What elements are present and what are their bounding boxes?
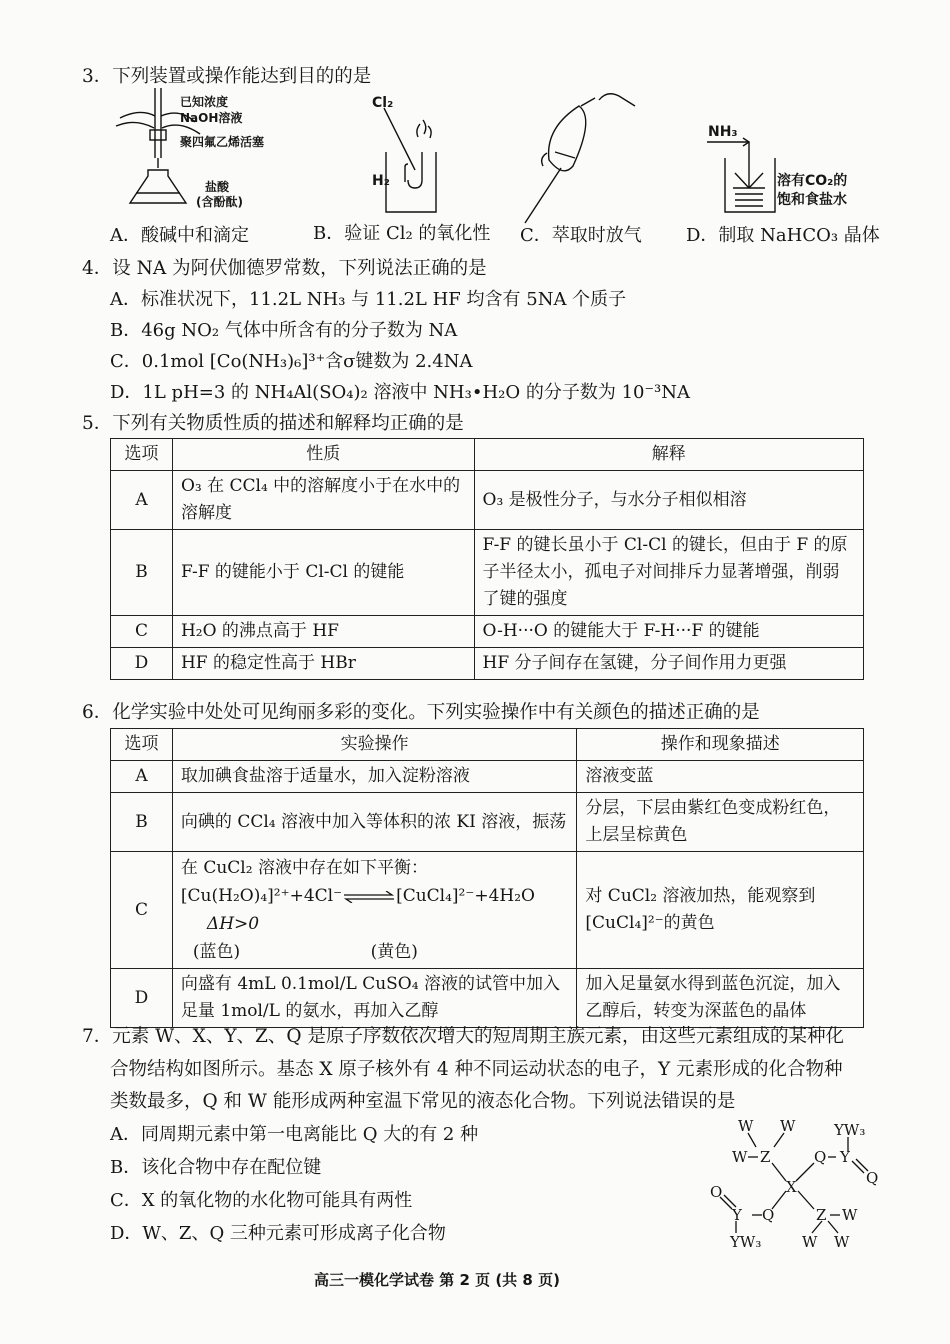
table-row [111,648,864,680]
row-option: B [111,793,173,852]
header-option: 选项 [111,439,173,471]
atom-yw3: YW₃ [730,1233,762,1251]
q7-stem-line-2: 合物结构如图所示。基态 X 原子核外有 4 种不同运动状态的电子，Y 元素形成的化合物种 [110,1059,843,1080]
q7-option-a: A．同周期元素中第一电离能比 Q 大的有 2 种 [110,1124,479,1145]
q4-stem: 4．设 NA 为阿伏伽德罗常数，下列说法正确的是 [82,258,487,279]
q7-option-d: D．W、Z、Q 三种元素可形成离子化合物 [110,1223,446,1244]
q4-option-a: A．标准状况下，11.2L NH₃ 与 11.2L HF 均含有 5NA 个质子 [110,289,627,310]
row-observation: 分层，下层由紫红色变成粉红色，上层呈棕黄色 [577,793,864,852]
row-option: C [111,852,173,969]
atom-q: Q [866,1169,879,1187]
q7-structure-figure [690,1115,890,1255]
q3-option-a: A．酸碱中和滴定 [110,225,249,246]
header-property: 性质 [172,439,474,471]
row-explanation: F-F 的键长虽小于 Cl-Cl 的键长，但由于 F 的原子半径太小，孤电子对间排斥力显著增强，削弱了键的强度 [474,530,863,616]
atom-w: W [834,1233,850,1251]
q6-stem: 6．化学实验中处处可见绚丽多彩的变化。下列实验操作中有关颜色的描述正确的是 [82,702,760,723]
table-row [111,530,864,616]
atom-q: Q [814,1148,827,1166]
row-observation: 加入足量氨水得到蓝色沉淀，加入乙醇后，转变为深蓝色的晶体 [577,969,864,1028]
table-header-row [111,729,864,761]
fig-a-label-3: 聚四氟乙烯活塞 [180,135,265,149]
equilibrium-equation [181,882,568,938]
left-color-label: (蓝色) [192,942,241,962]
table-row [111,969,864,1028]
row-option: A [111,471,173,530]
right-color-label: (黄色) [370,942,418,962]
atom-yw3: YW₃ [834,1121,866,1139]
atom-y: Y [732,1206,742,1224]
row-operation: 向盛有 4mL 0.1mol/L CuSO₄ 溶液的试管中加入足量 1mol/L 的氨水，再加入乙醇 [172,969,576,1028]
row-property: H₂O 的沸点高于 HF [172,616,474,648]
reversible-arrow-icon [342,891,396,903]
header-observation: 操作和现象描述 [577,729,864,761]
fig-a-label-2: NaOH溶液 [180,111,243,125]
row-operation: 向碘的 CCl₄ 溶液中加入等体积的浓 KI 溶液，振荡 [172,793,576,852]
q7-stem-line-3: 类数最多，Q 和 W 能形成两种室温下常见的液态化合物。下列说法错误的是 [110,1091,736,1112]
q5-stem: 5．下列有关物质性质的描述和解释均正确的是 [82,413,464,434]
row-option: B [111,530,173,616]
fig-d-label-1: 溶有CO₂的 [777,173,848,189]
header-operation: 实验操作 [172,729,576,761]
row-option: D [111,648,173,680]
q4-option-c: C．0.1mol [Co(NH₃)₆]³⁺含σ键数为 2.4NA [110,351,473,372]
atom-w: W [738,1117,754,1135]
row-operation: 取加碘食盐溶于适量水，加入淀粉溶液 [172,761,576,793]
q7-option-c: C．X 的氧化物的水化物可能具有两性 [110,1190,413,1211]
fig-c-funnel [515,88,645,228]
fig-a-label-4: 盐酸 [205,180,230,194]
q4-option-d: D．1L pH=3 的 NH₄Al(SO₄)₂ 溶液中 NH₃•H₂O 的分子数为 10⁻³NA [110,382,690,403]
row-option: C [111,616,173,648]
table-row [111,852,864,969]
row-explanation: O₃ 是极性分子，与水分子相似相溶 [474,471,863,530]
atom-o: O [710,1183,723,1201]
row-observation: 对 CuCl₂ 溶液加热，能观察到 [CuCl₄]²⁻的黄色 [577,852,864,969]
atom-x: X [786,1178,797,1196]
row-property: HF 的稳定性高于 HBr [172,648,474,680]
atom-y: Y [840,1148,850,1166]
q3-option-c: C．萃取时放气 [520,225,642,246]
row-property: O₃ 在 CCl₄ 中的溶解度小于在水中的溶解度 [172,471,474,530]
table-header-row [111,439,864,471]
table-row [111,471,864,530]
equilibrium-colors [181,938,568,966]
equilibrium-left: [Cu(H₂O)₄]²⁺+4Cl⁻ [180,886,343,906]
atom-w: W [732,1148,748,1166]
equilibrium-dh: ΔH>0 [206,914,260,934]
q6-table [110,728,864,1028]
equilibrium-intro: 在 CuCl₂ 溶液中存在如下平衡： [180,858,428,878]
q3-option-d: D．制取 NaHCO₃ 晶体 [686,225,880,246]
fig-d-label-2: 饱和食盐水 [777,192,847,208]
atom-w: W [802,1233,818,1251]
table-row [111,793,864,852]
row-property: F-F 的键能小于 Cl-Cl 的键能 [172,530,474,616]
fig-d-nahco3 [705,128,785,218]
row-option: A [111,761,173,793]
row-observation: 溶液变蓝 [577,761,864,793]
atom-q: Q [762,1206,775,1224]
q7-stem-line-1: 7．元素 W、X、Y、Z、Q 是原子序数依次增大的短周期主族元素，由这些元素组成的某种化 [82,1026,844,1047]
atom-w: W [780,1117,796,1135]
row-option: D [111,969,173,1028]
q5-table [110,438,864,680]
fig-b-label-cl2: Cl₂ [372,95,394,111]
q4-option-b: B．46g NO₂ 气体中所含有的分子数为 NA [110,320,458,341]
atom-z: Z [816,1206,827,1224]
table-row [111,761,864,793]
table-row [111,616,864,648]
row-explanation: O-H···O 的键能大于 F-H···F 的键能 [474,616,863,648]
page-footer: 高三一模化学试卷 第 2 页 (共 8 页) [314,1271,560,1289]
row-explanation: HF 分子间存在氢键，分子间作用力更强 [474,648,863,680]
atom-w: W [842,1206,858,1224]
q3-option-b: B．验证 Cl₂ 的氧化性 [313,223,491,244]
header-option: 选项 [111,729,173,761]
q7-option-b: B．该化合物中存在配位键 [110,1157,322,1178]
fig-a-label-5: (含酚酞) [196,195,243,209]
fig-b-label-h2: H₂ [372,173,390,189]
row-operation-equilibrium [172,852,576,969]
fig-a-label-1: 已知浓度 [180,95,229,109]
atom-z: Z [760,1148,771,1166]
fig-d-label-nh3: NH₃ [708,124,738,140]
header-explanation: 解释 [474,439,863,471]
q3-stem: 3．下列装置或操作能达到目的的是 [82,66,372,87]
equilibrium-right: [CuCl₄]²⁻+4H₂O [396,886,535,906]
